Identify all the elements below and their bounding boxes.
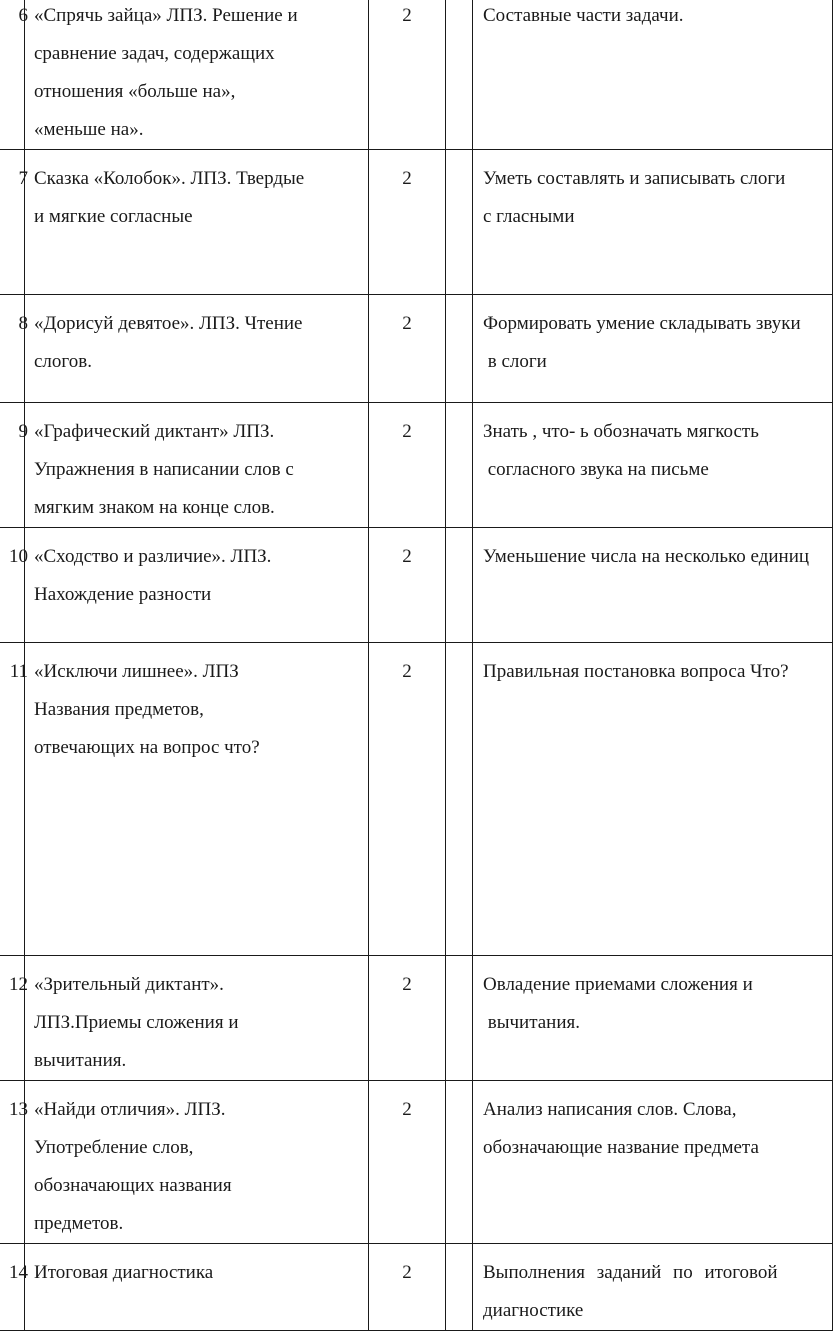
hours-cell	[369, 956, 446, 1081]
skill-line: диагностике	[483, 1300, 584, 1321]
hours-cell	[369, 295, 446, 403]
topic-line: Употребление слов,	[34, 1137, 194, 1158]
topic-line: «Сходство и различие». ЛПЗ.	[34, 546, 272, 567]
topic-line: Упражнения в написании слов с	[34, 459, 294, 480]
skill-cell	[473, 1081, 833, 1244]
row-number-cell	[0, 1081, 28, 1244]
topic-line: «меньше на».	[34, 119, 144, 140]
row-number: 11	[9, 661, 28, 682]
skill-line: вычитания.	[483, 1012, 581, 1033]
skill-line: Правильная постановка вопроса Что?	[483, 661, 789, 682]
skill-line: Уметь составлять и записывать слоги	[483, 168, 786, 189]
row-number: 8	[18, 313, 28, 334]
topic-line: Сказка «Колобок». ЛПЗ. Твердые	[34, 168, 305, 189]
hours-value: 2	[402, 1099, 412, 1120]
topic-cell	[25, 403, 369, 528]
topic-cell	[25, 150, 369, 295]
hours-cell	[369, 643, 446, 956]
row-number: 9	[18, 421, 28, 442]
empty-cell	[446, 403, 473, 528]
hours-cell	[369, 0, 446, 150]
skill-line: обозначающие название предмета	[483, 1137, 759, 1158]
topic-line: отношения «больше на»,	[34, 81, 236, 102]
skill-cell	[473, 956, 833, 1081]
skill-line: Анализ написания слов. Слова,	[483, 1099, 737, 1120]
topic-line: ЛПЗ.Приемы сложения и	[34, 1012, 239, 1033]
row-number: 10	[9, 546, 28, 567]
skill-line: Выполнения заданий по итоговой	[483, 1262, 778, 1283]
row-number-cell	[0, 956, 28, 1081]
row-number-cell	[0, 528, 28, 643]
topic-line: отвечающих на вопрос что?	[34, 737, 260, 758]
skill-cell	[473, 295, 833, 403]
skill-cell	[473, 150, 833, 295]
empty-cell	[446, 0, 473, 150]
hours-value: 2	[402, 168, 412, 189]
skill-line: Уменьшение числа на несколько единиц	[483, 546, 810, 567]
topic-cell	[25, 956, 369, 1081]
skill-line: Овладение приемами сложения и	[483, 974, 753, 995]
table-row	[0, 1244, 833, 1331]
row-number: 7	[18, 168, 28, 189]
hours-value: 2	[402, 546, 412, 567]
row-number-cell	[0, 403, 28, 528]
row-number: 12	[9, 974, 28, 995]
empty-cell	[446, 1244, 473, 1331]
topic-cell	[25, 528, 369, 643]
hours-value: 2	[402, 5, 412, 26]
table-row	[0, 403, 833, 528]
topic-line: Итоговая диагностика	[34, 1262, 214, 1283]
topic-line: «Зрительный диктант».	[34, 974, 224, 995]
topic-cell	[25, 1081, 369, 1244]
table-row	[0, 643, 833, 956]
table-row	[0, 0, 833, 150]
hours-cell	[369, 1081, 446, 1244]
skill-line: Знать , что- ь обозначать мягкость	[483, 421, 759, 442]
empty-cell	[446, 1081, 473, 1244]
skill-line: с гласными	[483, 206, 575, 227]
hours-value: 2	[402, 974, 412, 995]
row-number-cell	[0, 295, 28, 403]
row-number: 6	[18, 5, 28, 26]
hours-value: 2	[402, 661, 412, 682]
topic-line: сравнение задач, содержащих	[34, 43, 275, 64]
topic-line: обозначающих названия	[34, 1175, 232, 1196]
table-row	[0, 528, 833, 643]
skill-cell	[473, 1244, 833, 1331]
topic-line: слогов.	[34, 351, 92, 372]
topic-cell	[25, 295, 369, 403]
row-number: 14	[9, 1262, 28, 1283]
topic-cell	[25, 1244, 369, 1331]
hours-cell	[369, 150, 446, 295]
skill-line: согласного звука на письме	[483, 459, 709, 480]
skill-cell	[473, 0, 833, 150]
empty-cell	[446, 295, 473, 403]
hours-value: 2	[402, 421, 412, 442]
topic-cell	[25, 0, 369, 150]
empty-cell	[446, 150, 473, 295]
table-row	[0, 295, 833, 403]
skill-line: в слоги	[483, 351, 547, 372]
skill-cell	[473, 643, 833, 956]
skill-line: Формировать умение складывать звуки	[483, 313, 801, 334]
hours-cell	[369, 528, 446, 643]
skill-line: Составные части задачи.	[483, 5, 684, 26]
skill-cell	[473, 403, 833, 528]
empty-cell	[446, 528, 473, 643]
topic-line: «Спрячь зайца» ЛПЗ. Решение и	[34, 5, 298, 26]
row-number-cell	[0, 150, 28, 295]
empty-cell	[446, 956, 473, 1081]
topic-line: предметов.	[34, 1213, 124, 1234]
table-row	[0, 1081, 833, 1244]
row-number-cell	[0, 643, 28, 956]
row-number: 13	[9, 1099, 28, 1120]
row-number-cell	[0, 0, 28, 150]
topic-line: вычитания.	[34, 1050, 127, 1071]
topic-line: «Графический диктант» ЛПЗ.	[34, 421, 275, 442]
table-row	[0, 150, 833, 295]
skill-cell	[473, 528, 833, 643]
hours-cell	[369, 403, 446, 528]
topic-cell	[25, 643, 369, 956]
topic-line: «Найди отличия». ЛПЗ.	[34, 1099, 226, 1120]
hours-value: 2	[402, 1262, 412, 1283]
row-number-cell	[0, 1244, 28, 1331]
hours-cell	[369, 1244, 446, 1331]
topic-line: мягким знаком на конце слов.	[34, 497, 275, 518]
topic-line: Нахождение разности	[34, 584, 212, 605]
topic-line: «Исключи лишнее». ЛПЗ	[34, 661, 239, 682]
table-row	[0, 956, 833, 1081]
topic-line: и мягкие согласные	[34, 206, 193, 227]
topic-line: Названия предметов,	[34, 699, 204, 720]
hours-value: 2	[402, 313, 412, 334]
topic-line: «Дорисуй девятое». ЛПЗ. Чтение	[34, 313, 303, 334]
empty-cell	[446, 643, 473, 956]
